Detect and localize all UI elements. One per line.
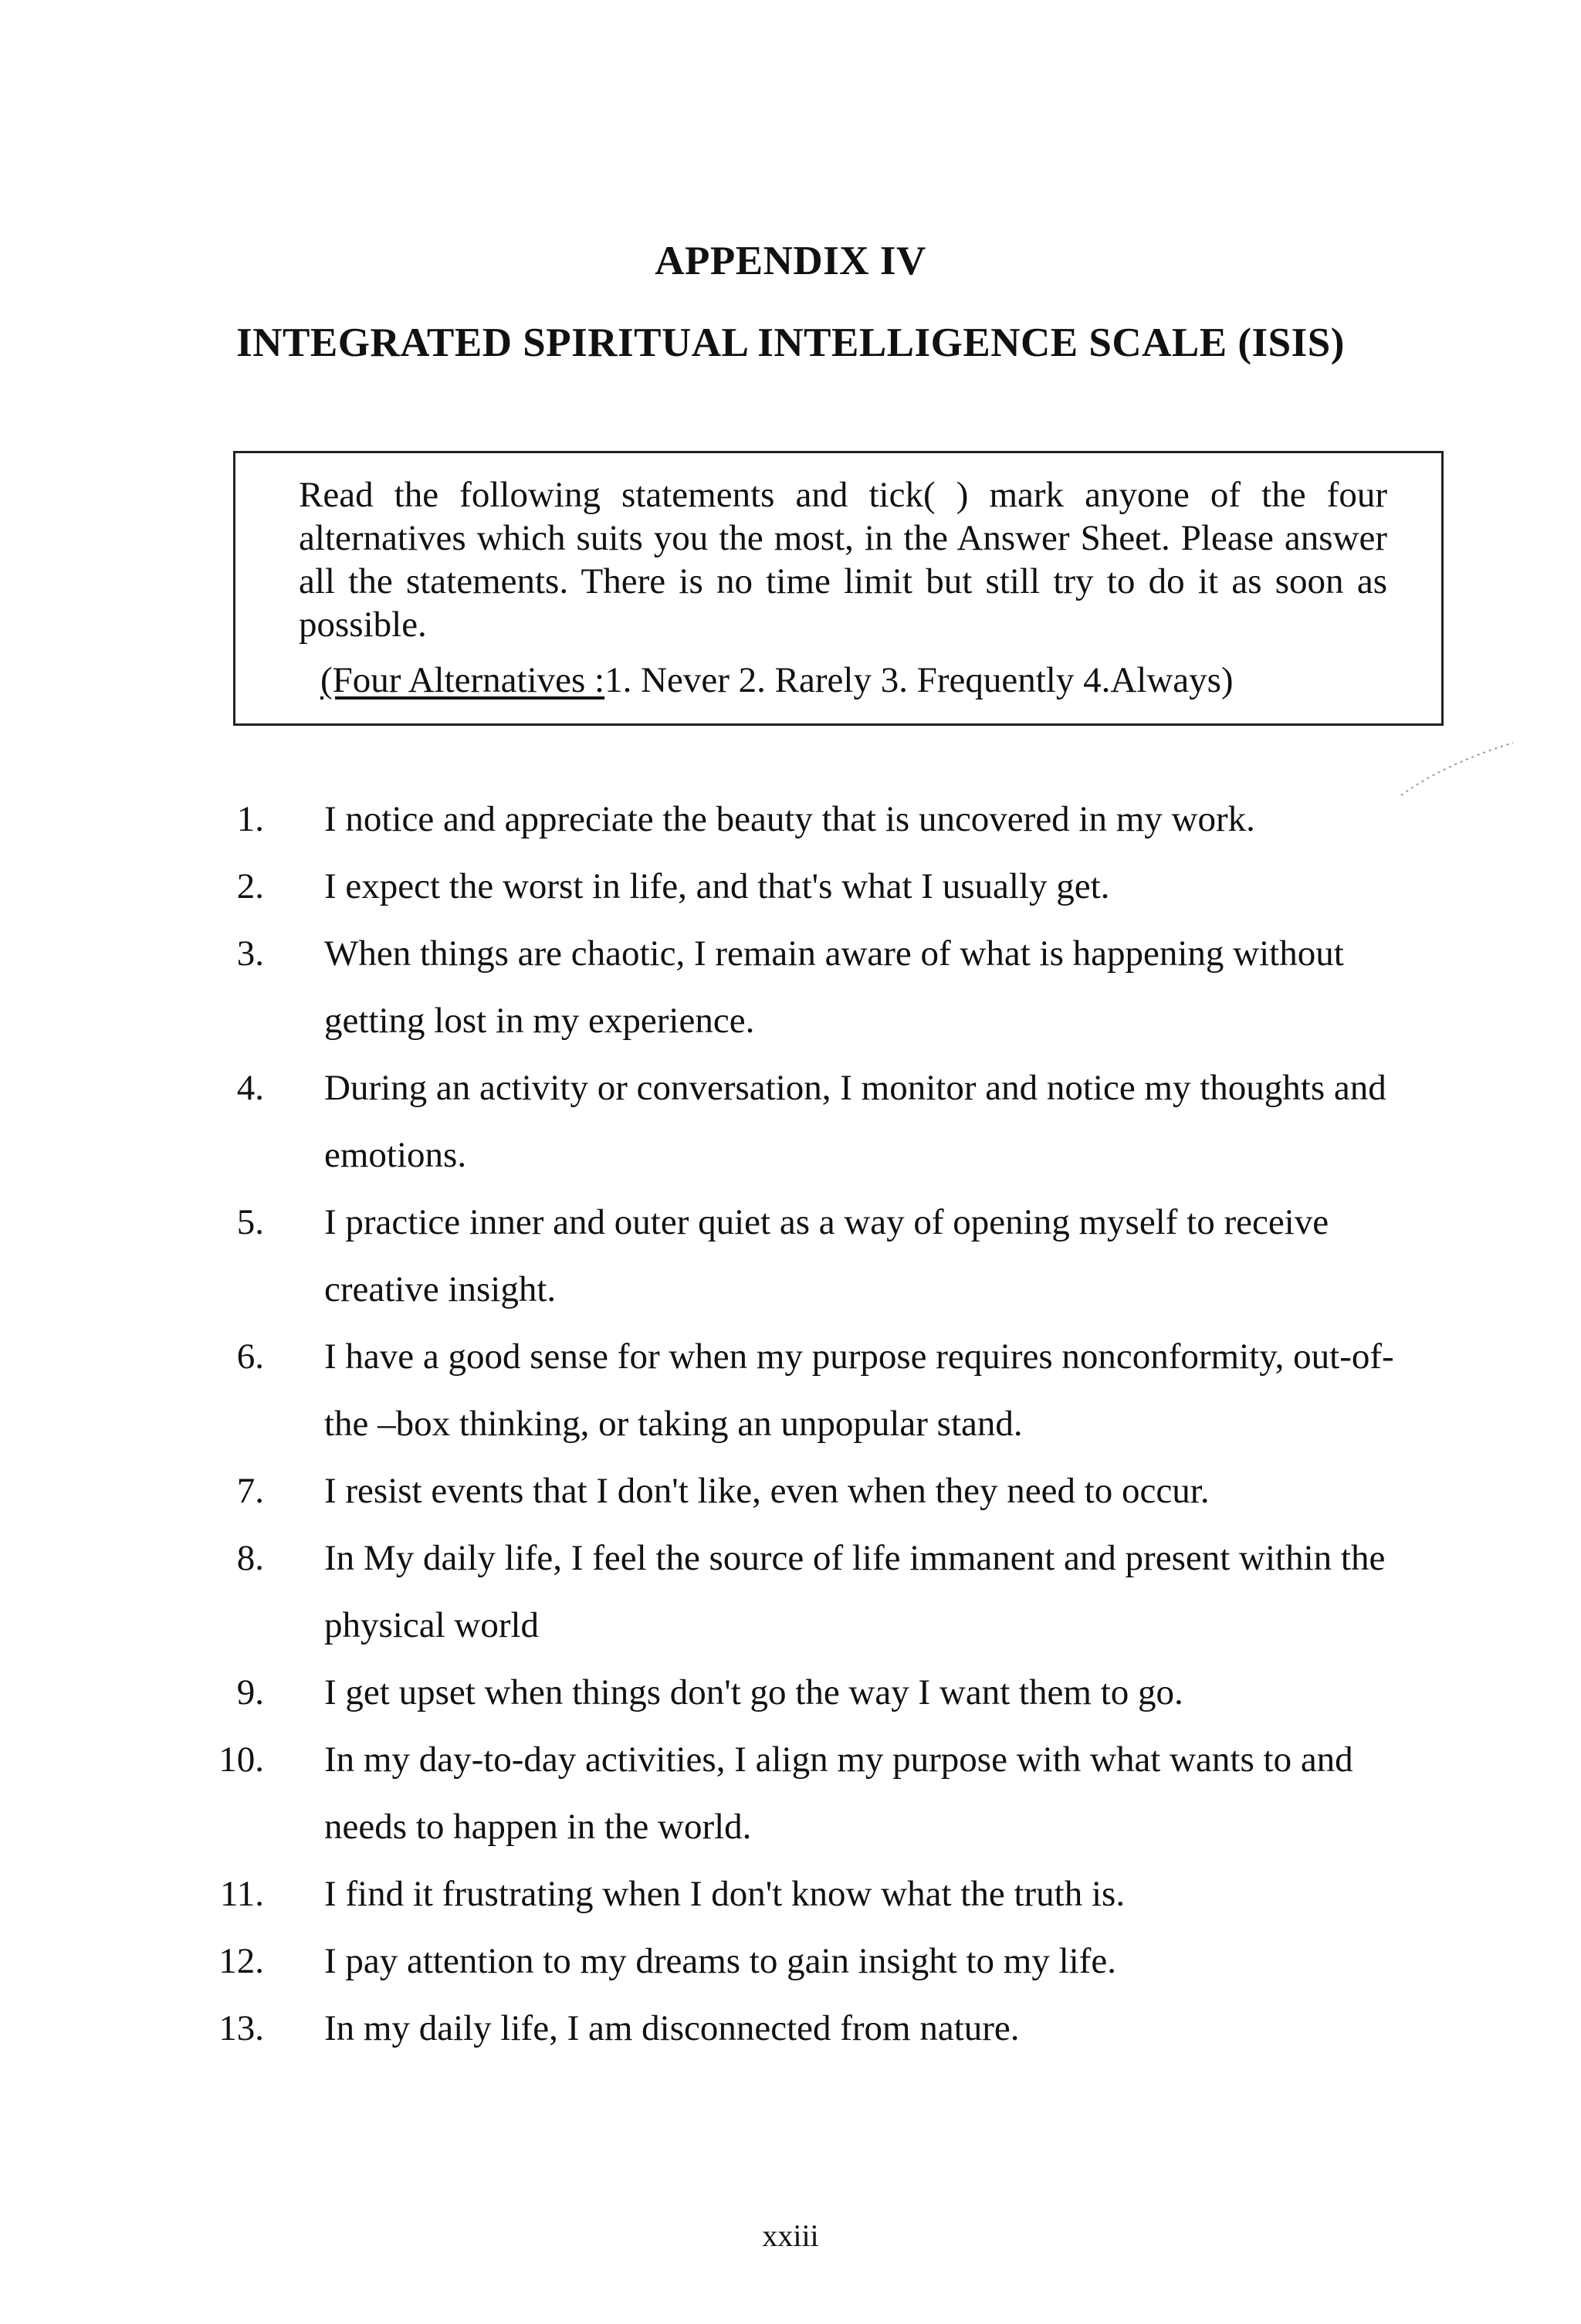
statement-item bbox=[0, 1458, 1581, 1525]
statement-text: I expect the worst in life, and that's what I usually get. bbox=[324, 866, 1110, 906]
page-number: xxiii bbox=[762, 2218, 819, 2253]
statement-number: 12. bbox=[218, 1941, 264, 1981]
scale-title: INTEGRATED SPIRITUAL INTELLIGENCE SCALE (ISIS) bbox=[236, 320, 1345, 365]
statement-item bbox=[0, 1189, 1581, 1323]
statement-number: 11. bbox=[219, 1874, 264, 1914]
statement-number: 9. bbox=[236, 1672, 264, 1713]
alternatives-values: 1. Never 2. Rarely 3. Frequently 4.Always) bbox=[604, 660, 1234, 700]
statement-text: I pay attention to my dreams to gain insight to my life. bbox=[324, 1941, 1116, 1981]
statement-item bbox=[0, 786, 1581, 853]
statement-number: 8. bbox=[236, 1538, 264, 1578]
statement-text: I have a good sense for when my purpose requires nonconformity, out-of-the –box thinking, or taking an unpopular stand. bbox=[324, 1336, 1394, 1444]
statement-list bbox=[0, 786, 1581, 2062]
statement-text: In my daily life, I am disconnected from nature. bbox=[324, 2008, 1020, 2048]
statement-item bbox=[0, 1055, 1581, 1189]
statement-number: 4. bbox=[236, 1068, 264, 1108]
alternatives-label: (Four Alternatives : bbox=[320, 660, 605, 700]
statement-item bbox=[0, 853, 1581, 920]
alternatives-line bbox=[320, 659, 1234, 702]
statement-text: When things are chaotic, I remain aware of what is happening without getting lost in my experience. bbox=[324, 933, 1344, 1041]
statement-number: 2. bbox=[236, 866, 264, 906]
statement-number: 13. bbox=[218, 2008, 264, 2048]
instructions-box bbox=[233, 451, 1444, 726]
statement-number: 6. bbox=[236, 1336, 264, 1377]
statement-number: 5. bbox=[236, 1202, 264, 1242]
statement-text: I get upset when things don't go the way I want them to go. bbox=[324, 1672, 1183, 1713]
statement-number: 7. bbox=[236, 1471, 264, 1511]
statement-item bbox=[0, 1525, 1581, 1659]
statement-item bbox=[0, 1659, 1581, 1726]
statement-text: I resist events that I don't like, even when they need to occur. bbox=[324, 1471, 1210, 1511]
statement-text: In my day-to-day activities, I align my purpose with what wants to and needs to happen in the world. bbox=[324, 1740, 1353, 1847]
statement-number: 3. bbox=[236, 933, 264, 974]
statement-item bbox=[0, 1861, 1581, 1928]
statement-item bbox=[0, 920, 1581, 1055]
statement-number: 1. bbox=[236, 799, 264, 839]
statement-item bbox=[0, 1928, 1581, 1995]
statement-text: During an activity or conversation, I monitor and notice my thoughts and emotions. bbox=[324, 1068, 1386, 1175]
statement-item bbox=[0, 1323, 1581, 1458]
statement-text: I notice and appreciate the beauty that is uncovered in my work. bbox=[324, 799, 1255, 839]
statement-item bbox=[0, 1726, 1581, 1861]
statement-text: I practice inner and outer quiet as a way of opening myself to receive creative insight. bbox=[324, 1202, 1329, 1309]
statement-text: I find it frustrating when I don't know what the truth is. bbox=[324, 1874, 1126, 1914]
statement-number: 10. bbox=[218, 1740, 264, 1780]
statement-text: In My daily life, I feel the source of life immanent and present within the physical world bbox=[324, 1538, 1386, 1645]
appendix-title: APPENDIX IV bbox=[655, 239, 926, 283]
instructions-text: Read the following statements and tick( ) mark anyone of the four alternatives which suits you the most, in the Answer Sheet. Please answer all the statements. There is no time limit but still try to do it as soon as possible. bbox=[299, 475, 1387, 645]
statement-item bbox=[0, 1995, 1581, 2062]
